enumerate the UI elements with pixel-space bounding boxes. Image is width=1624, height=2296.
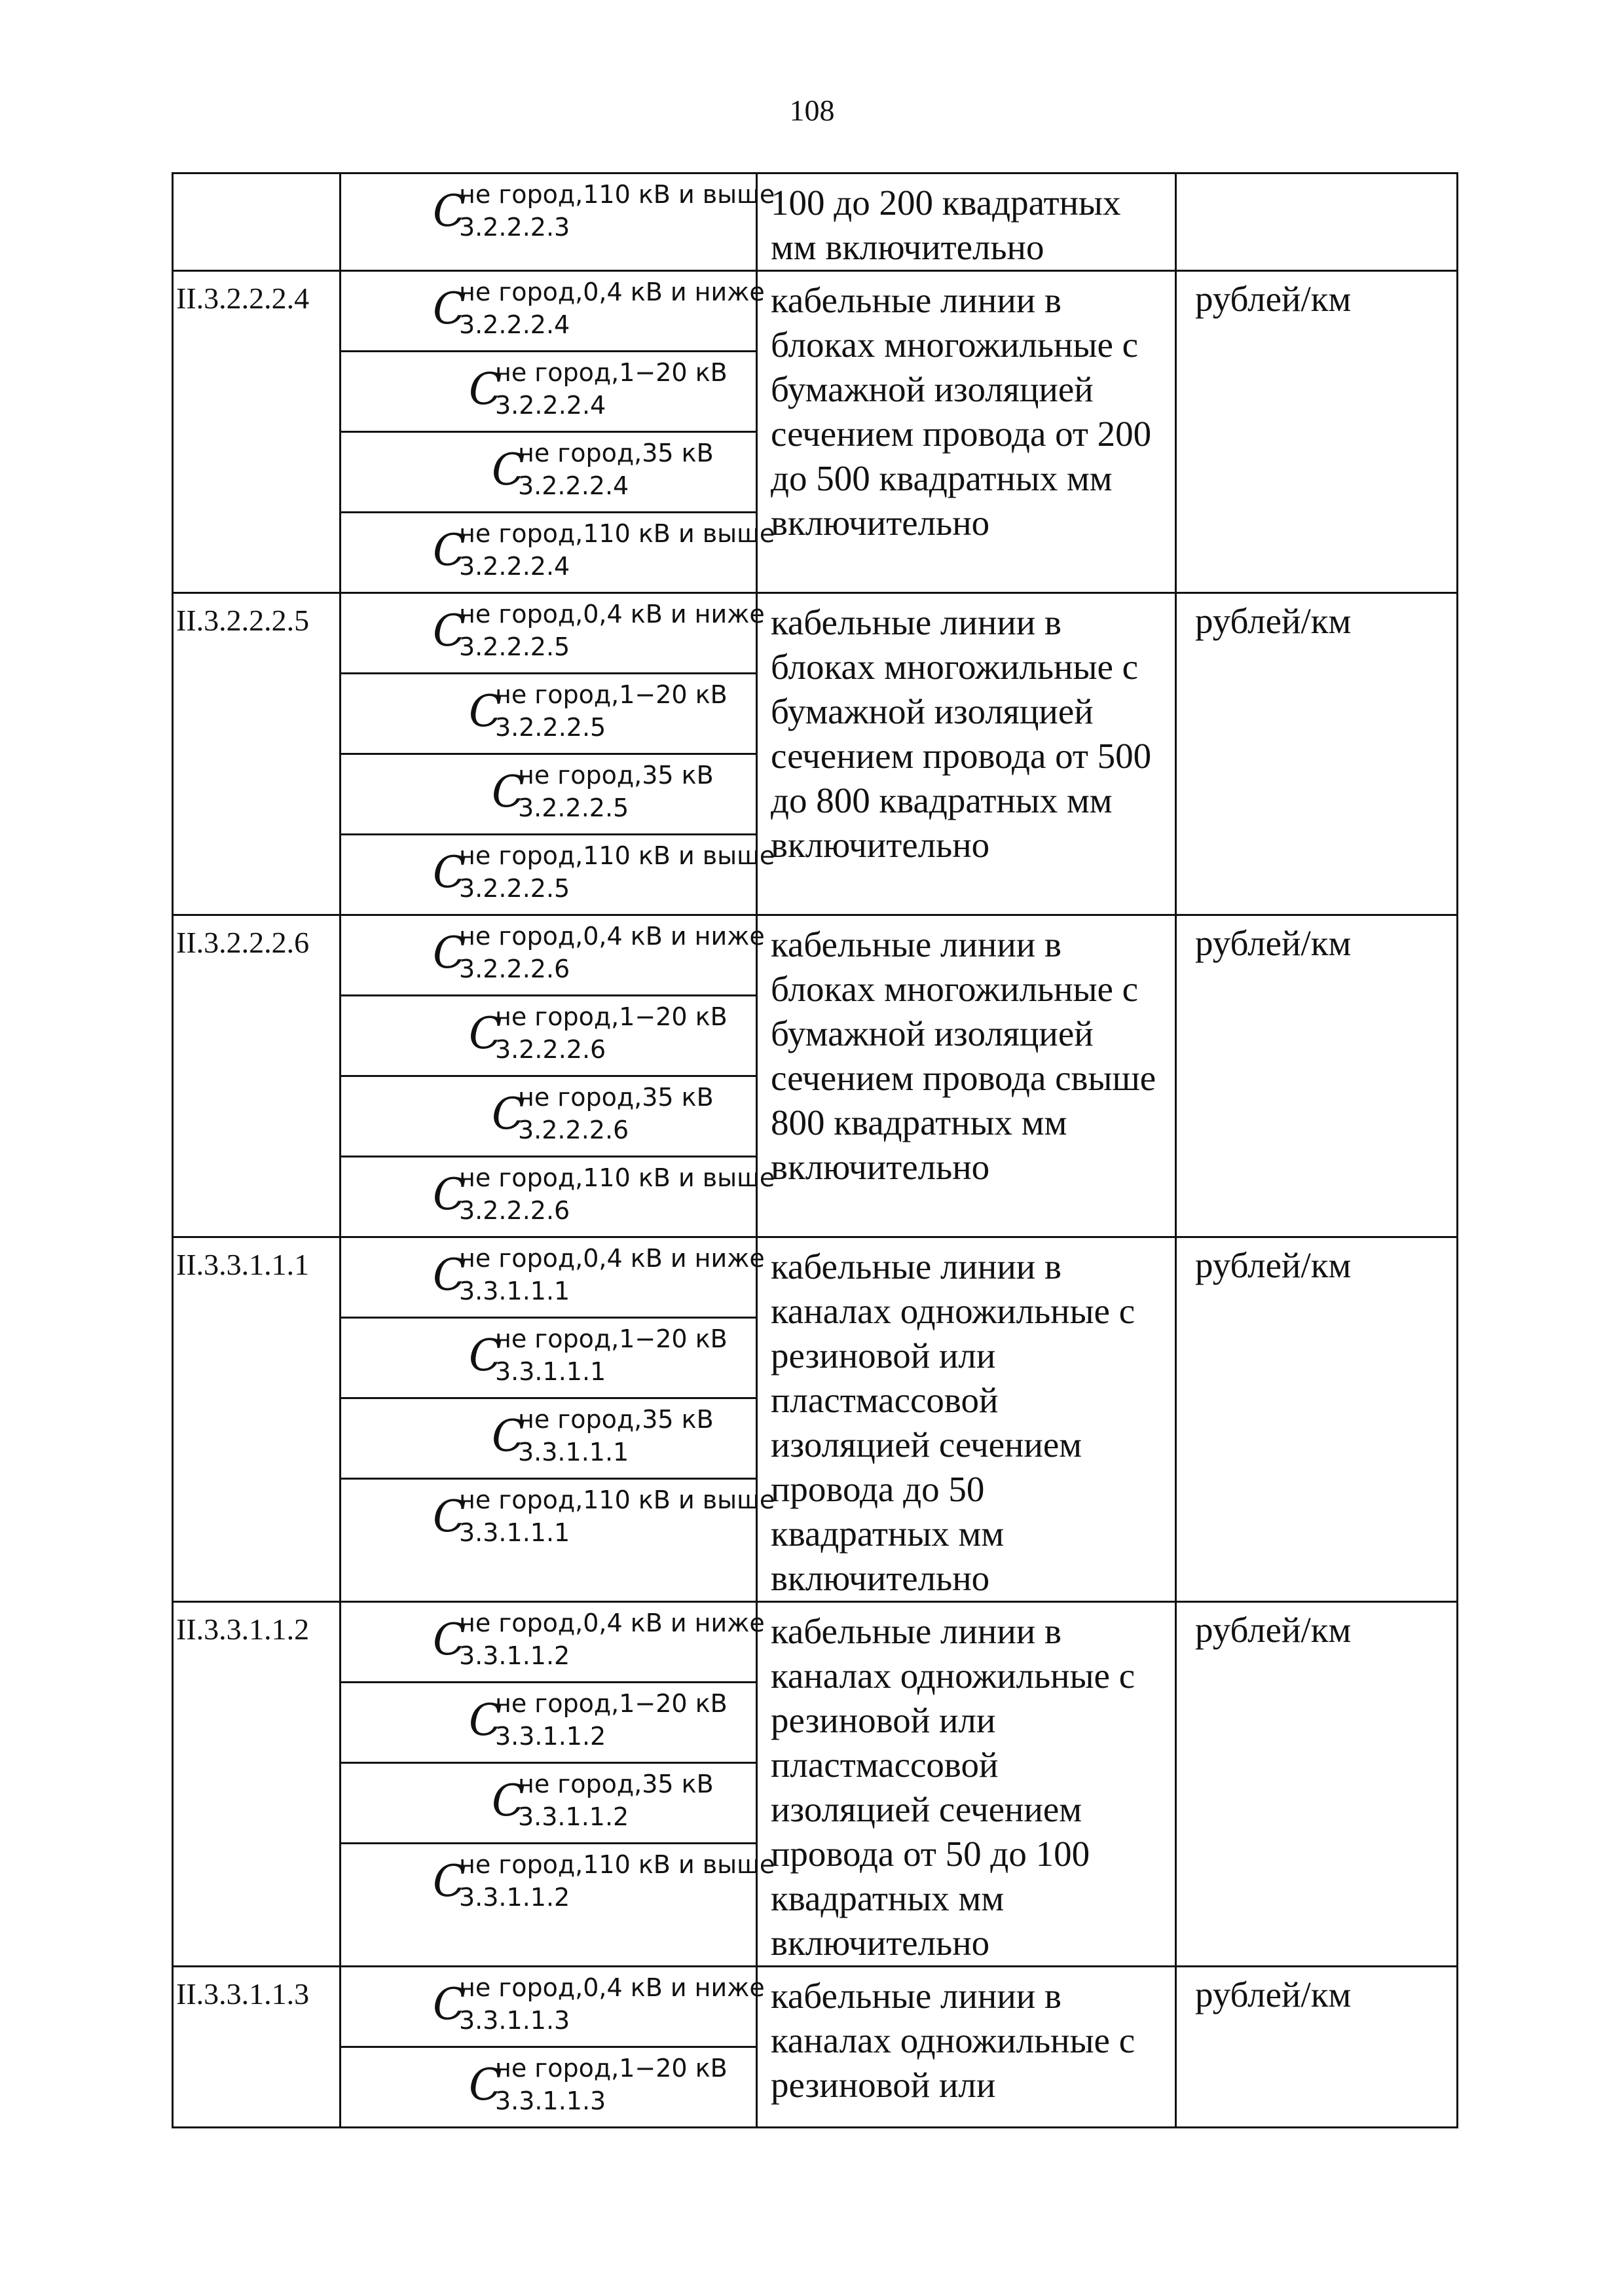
symbol-subscript: 3.3.1.1.1 (495, 1357, 606, 1386)
table-row-continuation (173, 173, 1458, 271)
page-number: 108 (789, 94, 835, 127)
symbol-letter: C (433, 1856, 466, 1906)
symbol-letter: C (433, 186, 466, 236)
table-row (173, 1602, 1458, 1967)
symbol-superscript: не город,0,4 кВ и ниже (459, 1244, 765, 1273)
symbol-subscript: 3.3.1.1.2 (459, 1883, 570, 1912)
symbol-superscript: не город,35 кВ (518, 439, 714, 467)
symbol-letter: C (469, 686, 502, 737)
symbol-letter: C (433, 283, 466, 334)
table-row (173, 1967, 1458, 2128)
unit-cell: рублей/км (1176, 1237, 1458, 1602)
symbol-subscript: 3.2.2.2.5 (459, 874, 570, 903)
symbol-cell (341, 915, 775, 1237)
symbol-superscript: не город,1−20 кВ (495, 1689, 728, 1718)
symbol-letter: C (469, 364, 502, 414)
symbol-subscript: 3.2.2.2.6 (495, 1035, 606, 1064)
symbol-letter: C (469, 1330, 502, 1381)
symbol-letter: C (433, 1614, 466, 1665)
table-row (173, 593, 1458, 915)
rate-symbol (341, 1603, 765, 1681)
unit-cell: рублей/км (1176, 915, 1458, 1237)
code-cell: II.3.3.1.1.1 (173, 1237, 341, 1602)
symbol-subscript: 3.2.2.2.4 (459, 552, 570, 581)
symbol-letter: C (492, 767, 525, 817)
symbol-cell (341, 1967, 765, 2128)
symbol-letter: C (433, 606, 466, 656)
symbol-letter: C (469, 1008, 502, 1059)
symbol-superscript: не город,1−20 кВ (495, 1002, 728, 1031)
symbol-letter: C (433, 1491, 466, 1542)
rate-symbol (341, 1478, 775, 1558)
symbol-superscript: не город,110 кВ и выше (459, 519, 775, 548)
symbol-superscript: не город,0,4 кВ и ниже (459, 1609, 765, 1637)
symbol-superscript: не город,1−20 кВ (495, 680, 728, 709)
unit-cell: рублей/км (1176, 1602, 1458, 1967)
rate-symbol (341, 753, 756, 833)
symbol-subscript: 3.3.1.1.3 (459, 2006, 570, 2035)
symbol-cell (341, 1602, 775, 1967)
code-cell: II.3.3.1.1.3 (173, 1967, 341, 2128)
unit-cell: рублей/км (1176, 271, 1458, 593)
code-cell: II.3.3.1.1.2 (173, 1602, 341, 1967)
unit-cell (1176, 173, 1458, 271)
symbol-letter: C (433, 525, 466, 575)
description-cell: кабельные линии в каналах одножильные с резиновой или пластмассовой изоляцией сечением провода от 50 до 100 квадратных мм включительно (757, 1602, 1176, 1967)
symbol-superscript: не город,110 кВ и выше (459, 1163, 775, 1192)
symbol-subscript: 3.3.1.1.1 (459, 1277, 570, 1305)
symbol-subscript: 3.2.2.2.4 (518, 471, 629, 500)
code-cell: II.3.2.2.2.6 (173, 915, 341, 1237)
rate-symbol (341, 1238, 765, 1317)
symbol-subscript: 3.2.2.2.5 (518, 793, 629, 822)
symbol-subscript: 3.2.2.2.4 (495, 391, 606, 420)
symbol-subscript: 3.3.1.1.3 (495, 2086, 606, 2115)
symbol-cell (341, 1237, 775, 1602)
symbol-subscript: 3.3.1.1.2 (495, 1722, 606, 1751)
rate-symbol (341, 1842, 775, 1923)
symbol-letter: C (492, 1411, 525, 1461)
rate-symbol (341, 1681, 756, 1762)
symbol-superscript: не город,110 кВ и выше (459, 180, 775, 209)
rate-symbol (341, 272, 765, 350)
rate-symbol (341, 1967, 765, 2046)
rate-symbol (341, 1762, 756, 1842)
code-cell: II.3.2.2.2.5 (173, 593, 341, 915)
description-cell: кабельные линии в блоках многожильные с бумажной изоляцией сечением провода свыше 800 квадратных мм включительно (757, 915, 1176, 1237)
symbol-cell (341, 173, 775, 271)
rate-symbol (341, 833, 775, 914)
symbol-subscript: 3.2.2.2.5 (495, 713, 606, 742)
rate-symbol (341, 1075, 756, 1156)
rate-symbol (341, 594, 765, 672)
symbol-superscript: не город,110 кВ и выше (459, 1850, 775, 1879)
symbol-subscript: 3.3.1.1.1 (518, 1438, 629, 1467)
code-cell: II.3.2.2.2.4 (173, 271, 341, 593)
symbol-superscript: не город,110 кВ и выше (459, 841, 775, 870)
symbol-superscript: не город,35 кВ (518, 761, 714, 790)
symbol-superscript: не город,0,4 кВ и ниже (459, 1973, 765, 2002)
symbol-subscript: 3.3.1.1.1 (459, 1518, 570, 1547)
tariff-table (172, 172, 1458, 2128)
symbol-superscript: не город,0,4 кВ и ниже (459, 600, 765, 629)
code-cell (173, 173, 341, 271)
symbol-subscript: 3.2.2.2.6 (459, 1196, 570, 1225)
symbol-letter: C (433, 847, 466, 898)
symbol-cell (341, 593, 775, 915)
table-row (173, 915, 1458, 1237)
symbol-letter: C (433, 928, 466, 978)
symbol-superscript: не город,0,4 кВ и ниже (459, 278, 765, 306)
symbol-superscript: не город,0,4 кВ и ниже (459, 922, 765, 951)
rate-symbol (341, 431, 756, 511)
rate-symbol (341, 350, 756, 431)
rate-symbol (341, 1397, 756, 1478)
symbol-subscript: 3.2.2.2.6 (518, 1116, 629, 1144)
symbol-superscript: не город,35 кВ (518, 1405, 714, 1434)
symbol-subscript: 3.3.1.1.2 (459, 1641, 570, 1670)
description-cell: кабельные линии в блоках многожильные с бумажной изоляцией сечением провода от 200 до 500 квадратных мм включительно (757, 271, 1176, 593)
symbol-superscript: не город,1−20 кВ (495, 2054, 728, 2083)
rate-symbol (341, 1317, 756, 1397)
rate-symbol (341, 672, 756, 753)
symbol-superscript: не город,110 кВ и выше (459, 1485, 775, 1514)
rate-symbol (341, 994, 756, 1075)
symbol-letter: C (492, 1089, 525, 1139)
rate-symbol (341, 2046, 756, 2126)
symbol-letter: C (433, 1250, 466, 1300)
unit-cell: рублей/км (1176, 593, 1458, 915)
symbol-cell (341, 271, 775, 593)
description-cell: кабельные линии в каналах одножильные с резиновой или пластмассовой изоляцией сечением провода до 50 квадратных мм включительно (757, 1237, 1176, 1602)
symbol-superscript: не город,1−20 кВ (495, 1324, 728, 1353)
symbol-subscript: 3.2.2.2.5 (459, 632, 570, 661)
table-row (173, 271, 1458, 593)
table-row (173, 1237, 1458, 1602)
symbol-letter: C (433, 1169, 466, 1220)
symbol-subscript: 3.2.2.2.3 (459, 213, 570, 242)
symbol-letter: C (469, 1695, 502, 1745)
symbol-subscript: 3.2.2.2.4 (459, 310, 570, 339)
description-cell: кабельные линии в блоках многожильные с бумажной изоляцией сечением провода от 500 до 800 квадратных мм включительно (757, 593, 1176, 915)
description-cell: кабельные линии в каналах одножильные с резиновой или (757, 1967, 1176, 2128)
symbol-subscript: 3.3.1.1.2 (518, 1802, 629, 1831)
symbol-superscript: не город,1−20 кВ (495, 358, 728, 387)
symbol-superscript: не город,35 кВ (518, 1083, 714, 1112)
unit-cell: рублей/км (1176, 1967, 1458, 2128)
symbol-letter: C (492, 1776, 525, 1826)
symbol-letter: C (469, 2060, 502, 2110)
symbol-letter: C (492, 445, 525, 495)
description-cell: 100 до 200 квадратных мм включительно (757, 173, 1176, 271)
rate-symbol (341, 511, 775, 592)
rate-symbol (341, 1156, 775, 1236)
rate-symbol (341, 916, 765, 994)
symbol-subscript: 3.2.2.2.6 (459, 955, 570, 983)
symbol-letter: C (433, 1979, 466, 2030)
symbol-superscript: не город,35 кВ (518, 1770, 714, 1798)
rate-symbol (341, 174, 775, 266)
